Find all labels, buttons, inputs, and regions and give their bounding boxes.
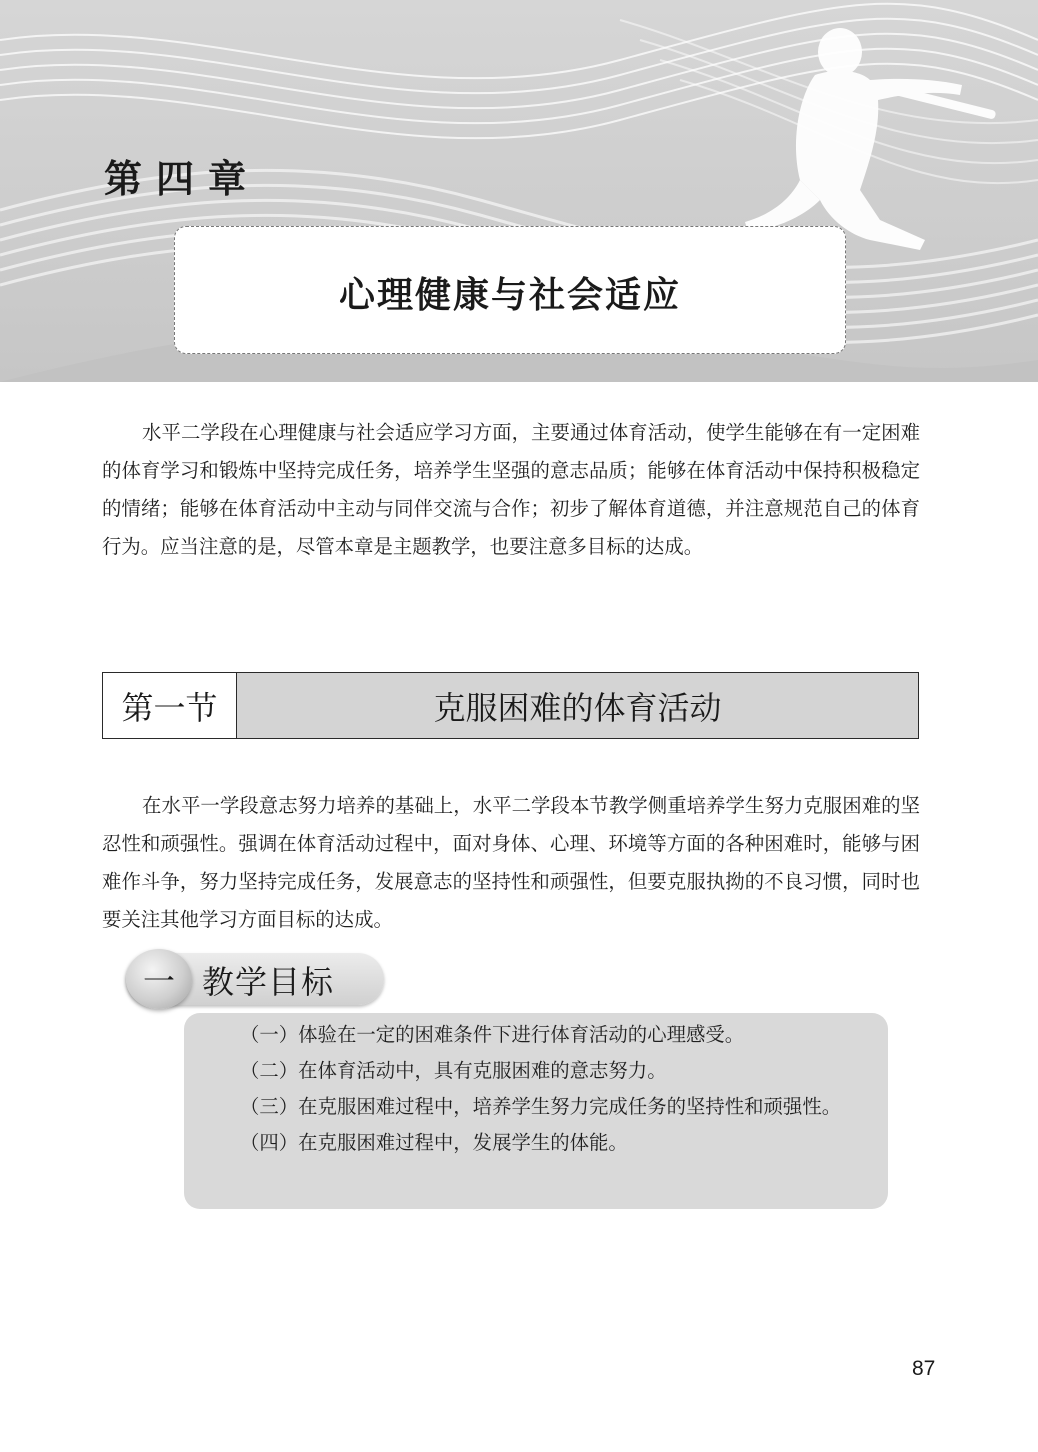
- baseball-batter-icon: [745, 28, 996, 250]
- section-number: 第一节: [103, 673, 237, 738]
- chapter-label: 第四章: [104, 156, 261, 201]
- section-header: [102, 672, 919, 739]
- objectives-title: 教学目标: [202, 963, 335, 1001]
- section-text: 在水平一学段意志努力培养的基础上，水平二学段本节教学侧重培养学生努力克服困难的坚忍性和顽强性。强调在体育活动过程中，面对身体、心理、环境等方面的各种困难时，能够与困难作斗争，努力坚持完成任务，发展意志的坚持性和顽强性，但要克服执拗的不良习惯，同时也要关注其他学习方面目标的达成。: [102, 794, 920, 931]
- objectives-list: [184, 1013, 888, 1209]
- chapter-title: 心理健康与社会适应: [338, 274, 681, 316]
- objective-item-2: （二）在体育活动中，具有克服困难的意志努力。: [240, 1059, 667, 1082]
- objectives-number: 一: [126, 949, 192, 1009]
- objective-item-4: （四）在克服困难过程中，发展学生的体能。: [240, 1131, 628, 1154]
- intro-text: 水平二学段在心理健康与社会适应学习方面，主要通过体育活动，使学生能够在有一定困难的体育学习和锻炼中坚持完成任务，培养学生坚强的意志品质；能够在体育活动中保持积极稳定的情绪；能够在体育活动中主动与同伴交流与合作；初步了解体育道德，并注意规范自己的体育行为。应当注意的是，尽管本章是主题教学，也要注意多目标的达成。: [102, 421, 920, 558]
- section-paragraph: [102, 787, 920, 939]
- intro-paragraph: [102, 414, 920, 566]
- page-number: 87: [912, 1357, 936, 1380]
- objective-item-3: （三）在克服困难过程中，培养学生努力完成任务的坚持性和顽强性。: [240, 1095, 842, 1118]
- chapter-banner: [0, 0, 1038, 382]
- section-title: 克服困难的体育活动: [237, 673, 918, 738]
- objective-item-1: （一）体验在一定的困难条件下进行体育活动的心理感受。: [240, 1023, 745, 1046]
- chapter-title-box: [174, 226, 846, 354]
- objectives-heading: [126, 953, 384, 1005]
